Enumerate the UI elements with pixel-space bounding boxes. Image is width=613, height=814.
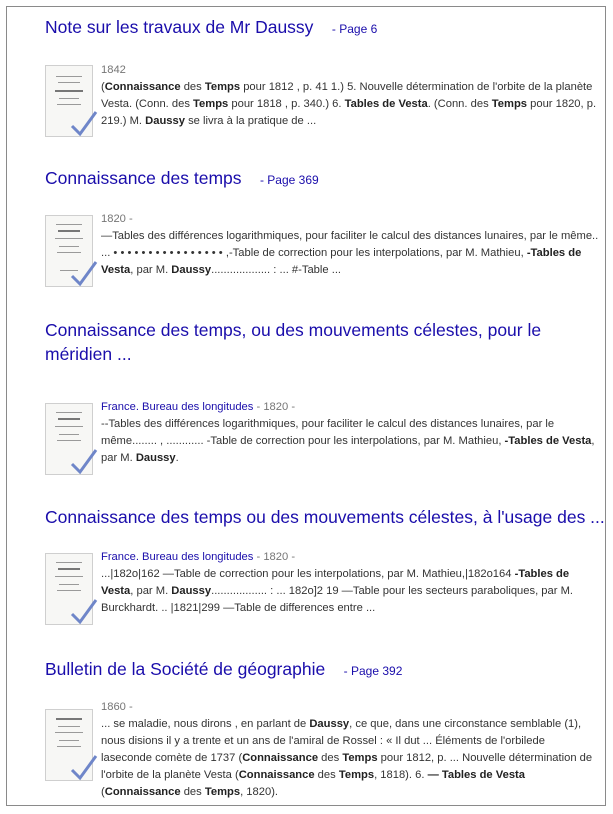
checkmark-icon bbox=[68, 108, 98, 138]
snippet-highlight: — Tables de Vesta bbox=[427, 769, 525, 781]
checkmark-icon bbox=[68, 752, 98, 782]
snippet-highlight: Temps bbox=[338, 769, 375, 781]
snippet-text: , par M. bbox=[130, 585, 172, 597]
result-title-link[interactable]: Connaissance des temps, ou des mouvements célestes, pour le méridien ... bbox=[45, 320, 542, 364]
snippet-highlight: Connaissance bbox=[238, 769, 315, 781]
search-results-frame bbox=[6, 6, 606, 806]
snippet-highlight: Temps bbox=[204, 786, 241, 798]
result-year: 1820 - bbox=[101, 213, 133, 225]
snippet-text: se livra à la pratique de ... bbox=[184, 115, 317, 127]
snippet-highlight: Connaissance bbox=[104, 81, 181, 93]
result-snippet bbox=[101, 716, 599, 801]
snippet-text: ( bbox=[101, 81, 105, 93]
result-details bbox=[101, 699, 599, 801]
book-cover-thumbnail[interactable] bbox=[45, 553, 93, 625]
snippet-highlight: Daussy bbox=[309, 718, 350, 730]
snippet-text: des bbox=[180, 786, 205, 798]
snippet-text: . (Conn. des bbox=[427, 98, 492, 110]
snippet-text: pour 1812 , p. 41 1.) 5. Nouvelle détermination de l'orbite de la planète Vesta. (Conn. des bbox=[101, 81, 593, 110]
result-title-row bbox=[45, 17, 377, 38]
result-title-link[interactable]: Bulletin de la Société de géographie bbox=[45, 659, 326, 679]
snippet-text: ... se maladie, nous dirons , en parlant de bbox=[101, 718, 310, 730]
result-author-link[interactable]: France. Bureau des longitudes bbox=[101, 401, 254, 413]
snippet-text: des bbox=[314, 769, 339, 781]
snippet-highlight: Daussy bbox=[171, 585, 212, 597]
snippet-text: . bbox=[175, 452, 179, 464]
snippet-text: —Tables des différences logarithmiques, pour faciliter le calcul des distances lunaires, par le même.. ... • • • • • • • • • • • • • • • • ,-Table de correction pour les interpolations, par M. Mathieu, bbox=[101, 230, 599, 259]
snippet-text: , par M. bbox=[101, 435, 595, 464]
snippet-text: , ce que, dans une circonstance semblable (1), nous disions il y a trente et un ans de l'amiral de Rossel : « Il dut ... Éléments de l'orbilede laseconde comète de 1737 ( bbox=[101, 718, 582, 764]
result-year: 1842 bbox=[101, 64, 126, 76]
snippet-highlight: Daussy bbox=[135, 452, 176, 464]
result-details bbox=[101, 399, 599, 467]
snippet-text: pour 1818 , p. 340.) 6. bbox=[228, 98, 345, 110]
book-cover-thumbnail[interactable] bbox=[45, 215, 93, 287]
snippet-highlight: -Tables de Vesta bbox=[101, 247, 582, 276]
snippet-text: , 1820). bbox=[240, 786, 279, 798]
result-year: - 1820 - bbox=[253, 401, 296, 413]
snippet-text: --Tables des différences logarithmiques, pour faciliter le calcul des distances lunaires, par le même........ , ............ -Table de correction pour les interpolations, par M. Mathieu, bbox=[101, 418, 555, 447]
result-title-link[interactable]: Connaissance des temps bbox=[45, 168, 242, 188]
snippet-text: , par M. bbox=[130, 264, 172, 276]
result-snippet bbox=[101, 79, 599, 130]
snippet-text: ................... : ... #-Table ... bbox=[211, 264, 342, 276]
result-title-row bbox=[45, 319, 585, 368]
snippet-highlight: Connaissance bbox=[242, 752, 319, 764]
result-title-row bbox=[45, 168, 319, 189]
checkmark-icon bbox=[68, 446, 98, 476]
snippet-text: pour 1812, p. ... Nouvelle détermination de l'orbite de la planète Vesta ( bbox=[101, 752, 593, 781]
snippet-text: des bbox=[180, 81, 205, 93]
snippet-highlight: Temps bbox=[342, 752, 378, 764]
result-page-link[interactable]: - Page 392 bbox=[343, 664, 403, 678]
snippet-text: ( bbox=[101, 786, 105, 798]
snippet-text: , 1818). 6. bbox=[374, 769, 428, 781]
snippet-text: pour 1820, p. 219.) M. bbox=[101, 98, 597, 127]
checkmark-icon bbox=[68, 596, 98, 626]
result-details bbox=[101, 211, 599, 279]
result-page-link[interactable]: - Page 6 bbox=[331, 22, 378, 36]
result-year: - 1820 - bbox=[253, 551, 296, 563]
checkmark-icon bbox=[68, 258, 98, 288]
snippet-text: des bbox=[318, 752, 343, 764]
result-author-link[interactable]: France. Bureau des longitudes bbox=[101, 551, 254, 563]
result-snippet bbox=[101, 416, 599, 467]
snippet-highlight: Connaissance bbox=[104, 786, 181, 798]
result-title-link[interactable]: Connaissance des temps ou des mouvements célestes, à l'usage des ... bbox=[45, 507, 605, 527]
snippet-highlight: -Tables de Vesta bbox=[101, 568, 570, 597]
result-title-link[interactable]: Note sur les travaux de Mr Daussy bbox=[45, 17, 314, 37]
result-snippet bbox=[101, 228, 599, 279]
result-details bbox=[101, 549, 599, 617]
result-details bbox=[101, 62, 599, 130]
snippet-text: .................. : ... 182o]2 19 —Table pour les secteurs paraboliques, par M. Burckhardt. .. |1821|299 —Table de differences entre ... bbox=[101, 585, 574, 614]
result-title-row bbox=[45, 507, 606, 528]
result-title-row bbox=[45, 659, 402, 680]
snippet-highlight: -Tables de Vesta bbox=[504, 435, 592, 447]
book-cover-thumbnail[interactable] bbox=[45, 65, 93, 137]
result-page-link[interactable]: - Page 369 bbox=[259, 173, 319, 187]
book-cover-thumbnail[interactable] bbox=[45, 709, 93, 781]
snippet-text: ...|182o|162 —Table de correction pour les interpolations, par M. Mathieu,|182o164 bbox=[101, 568, 515, 580]
result-year: 1860 - bbox=[101, 701, 133, 713]
result-snippet bbox=[101, 566, 599, 617]
snippet-highlight: Temps bbox=[491, 98, 528, 110]
snippet-highlight: Tables de Vesta bbox=[344, 98, 428, 110]
book-cover-thumbnail[interactable] bbox=[45, 403, 93, 475]
snippet-highlight: Temps bbox=[204, 81, 241, 93]
snippet-highlight: Daussy bbox=[145, 115, 185, 127]
snippet-highlight: Daussy bbox=[171, 264, 212, 276]
snippet-highlight: Temps bbox=[193, 98, 229, 110]
